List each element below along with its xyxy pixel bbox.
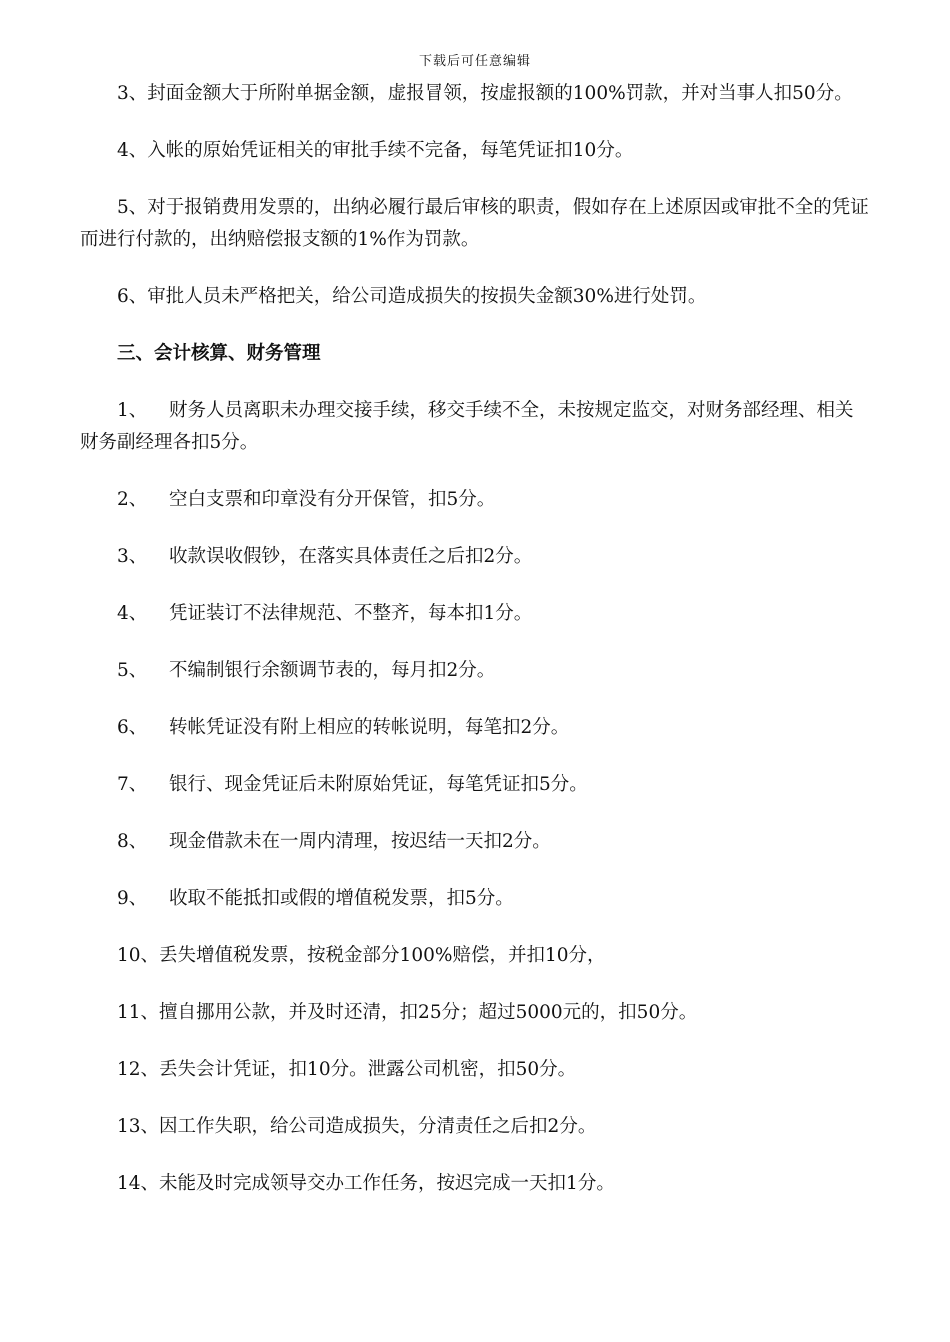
section-heading: 三、会计核算、财务管理	[117, 343, 321, 364]
list-item-number: 12、	[117, 1059, 160, 1080]
list-item-text: 收取不能抵扣或假的增值税发票，扣5分。	[169, 888, 514, 909]
list-item	[80, 1111, 870, 1143]
paragraph-item-5: 5、对于报销费用发票的，出纳必履行最后审核的职责，假如存在上述原因或审批不全的凭证而进行付款的，出纳赔偿报支额的1%作为罚款。	[80, 197, 869, 250]
list-item-number: 2、	[117, 489, 148, 510]
list-item	[80, 826, 870, 858]
list-item-number: 4、	[117, 603, 148, 624]
list-item-text: 未能及时完成领导交办工作任务，按迟完成一天扣1分。	[159, 1173, 615, 1194]
list-item-number: 13、	[117, 1116, 160, 1137]
list-item	[80, 712, 870, 744]
list-item-text: 因工作失职，给公司造成损失，分清责任之后扣2分。	[159, 1116, 597, 1137]
list-item	[80, 883, 870, 915]
paragraph-item-4: 4、入帐的原始凭证相关的审批手续不完备，每笔凭证扣10分。	[117, 140, 634, 161]
list-item-text: 不编制银行余额调节表的，每月扣2分。	[169, 660, 496, 681]
paragraph-item-3: 3、封面金额大于所附单据金额，虚报冒领，按虚报额的100%罚款，并对当事人扣50分。	[117, 83, 853, 104]
list-item	[80, 997, 870, 1029]
list-item-text: 凭证装订不法律规范、不整齐，每本扣1分。	[169, 603, 533, 624]
list-item	[80, 940, 870, 972]
list-item-number: 10、	[117, 945, 160, 966]
list-item-number: 8、	[117, 831, 148, 852]
list-item	[80, 1054, 870, 1086]
list-item	[80, 769, 870, 801]
list-item-number: 14、	[117, 1173, 160, 1194]
document-body	[80, 78, 870, 1225]
list-item	[80, 484, 870, 516]
list-item-number: 5、	[117, 660, 148, 681]
list-item	[80, 395, 870, 459]
list-item-number: 9、	[117, 888, 148, 909]
list-item	[80, 1168, 870, 1200]
list-item	[80, 598, 870, 630]
list-item-text: 财务人员离职未办理交接手续，移交手续不全，未按规定监交，对财务部经理、相关财务副经理各扣5分。	[80, 400, 854, 453]
list-item-number: 11、	[117, 1002, 160, 1023]
list-item-number: 1、	[117, 400, 148, 421]
list-item-text: 转帐凭证没有附上相应的转帐说明，每笔扣2分。	[169, 717, 570, 738]
list-item-text: 现金借款未在一周内清理，按迟结一天扣2分。	[169, 831, 551, 852]
list-item-text: 丢失增值税发票，按税金部分100%赔偿，并扣10分，	[159, 945, 606, 966]
list-item-number: 6、	[117, 717, 148, 738]
page-header: 下载后可任意编辑	[418, 54, 531, 69]
list-item	[80, 541, 870, 573]
list-item-text: 空白支票和印章没有分开保管，扣5分。	[169, 489, 496, 510]
list-item-text: 丢失会计凭证，扣10分。泄露公司机密，扣50分。	[159, 1059, 577, 1080]
list-item	[80, 655, 870, 687]
list-item-text: 擅自挪用公款，并及时还清，扣25分；超过5000元的，扣50分。	[159, 1002, 698, 1023]
list-item-number: 7、	[117, 774, 148, 795]
paragraph-item-6: 6、审批人员未严格把关，给公司造成损失的按损失金额30%进行处罚。	[117, 286, 707, 307]
list-item-text: 收款误收假钞，在落实具体责任之后扣2分。	[169, 546, 533, 567]
list-item-number: 3、	[117, 546, 148, 567]
list-item-text: 银行、现金凭证后未附原始凭证，每笔凭证扣5分。	[169, 774, 588, 795]
